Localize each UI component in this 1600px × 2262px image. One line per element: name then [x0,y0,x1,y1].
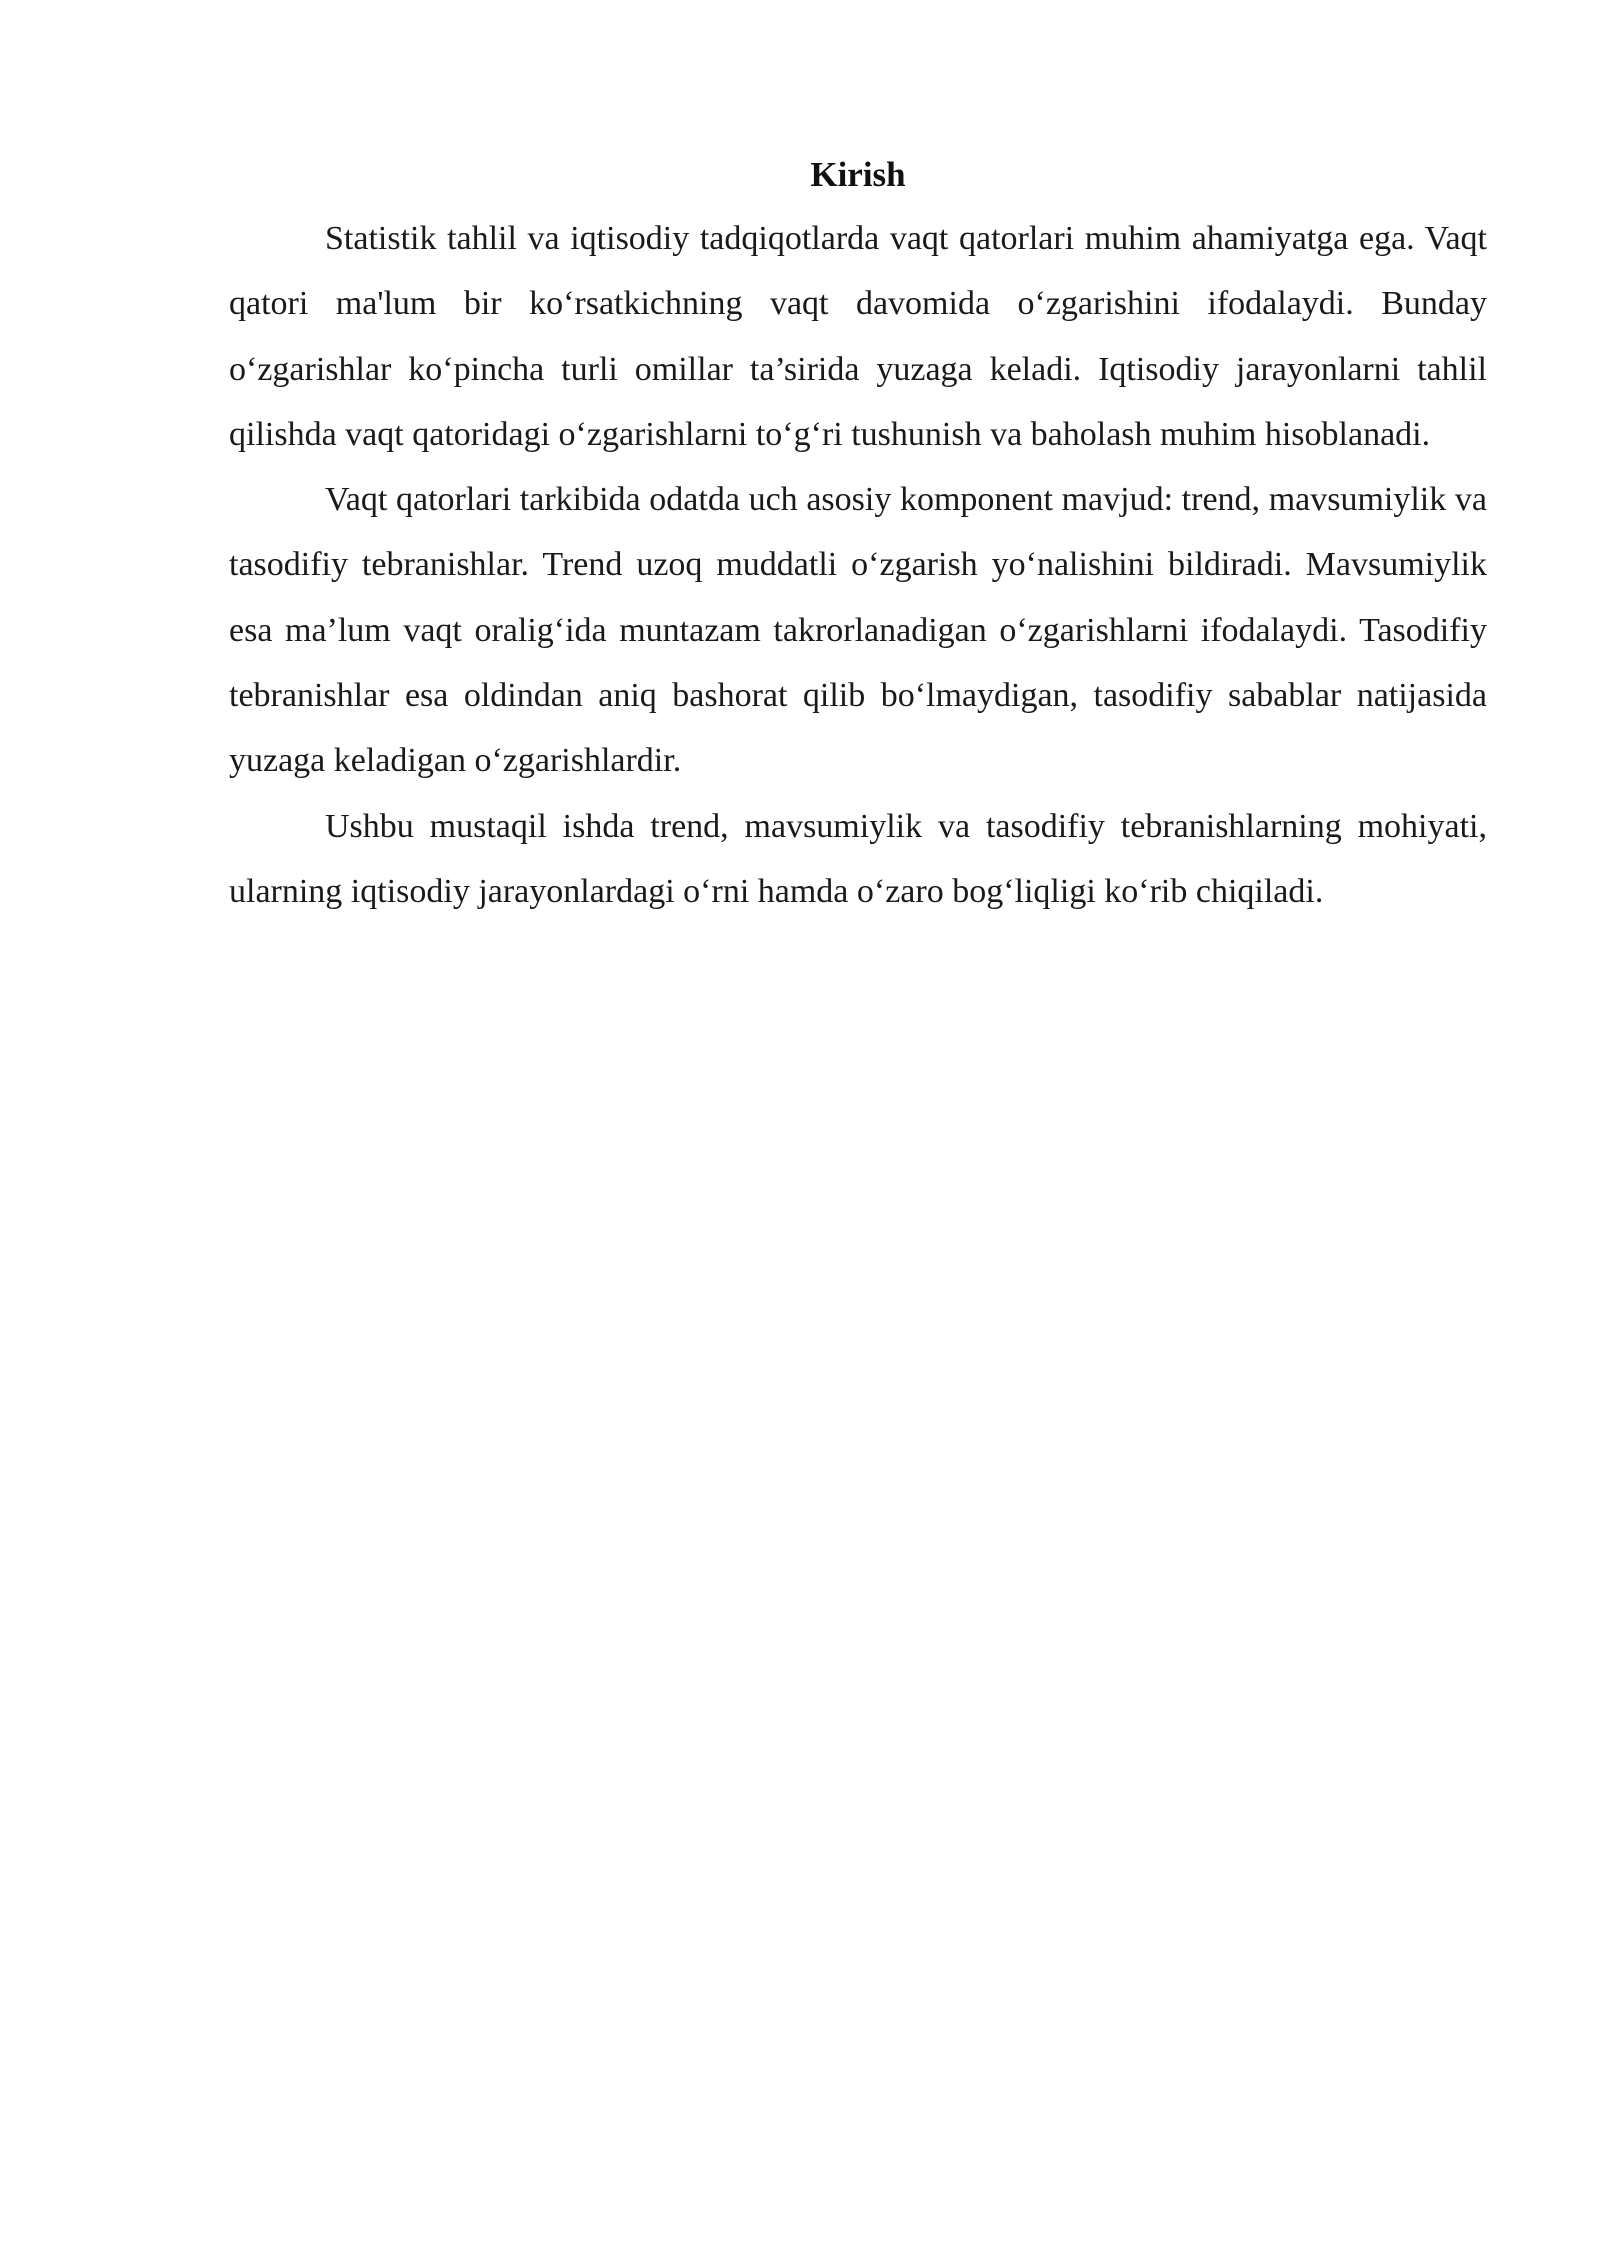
paragraph-3: Ushbu mustaqil ishda trend, mavsumiylik va tasodifiy tebranishlarning mohiyati, ularning iqtisodiy jarayonlardagi o‘rni hamda o‘zaro bog‘liqligi ko‘rib chiqiladi. [229,807,1487,910]
paragraph-2: Vaqt qatorlari tarkibida odatda uch asosiy komponent mavjud: trend, mavsumiylik va tasodifiy tebranishlar. Trend uzoq muddatli o‘zgarish yo‘nalishini bildiradi. Mavsumiylik esa ma’lum vaqt oralig‘ida muntazam takrorlanadigan o‘zgarishlarni ifodalaydi. Tasodifiy tebranishlar esa oldindan aniq bashorat qilib bo‘lmaydigan, tasodifiy sabablar natijasida yuzaga keladigan o‘zgarishlardir. [229,481,1487,780]
page-title: Kirish [810,155,906,194]
document-body [229,148,1487,924]
paragraph-1: Statistik tahlil va iqtisodiy tadqiqotlarda vaqt qatorlari muhim ahamiyatga ega. Vaqt qatori ma'lum bir ko‘rsatkichning vaqt davomida o‘zgarishini ifodalaydi. Bunday o‘zgarishlar ko‘pincha turli omillar ta’sirida yuzaga keladi. Iqtisodiy jarayonlarni tahlil qilishda vaqt qatoridagi o‘zgarishlarni to‘g‘ri tushunish va baholash muhim hisoblanadi. [229,220,1487,453]
